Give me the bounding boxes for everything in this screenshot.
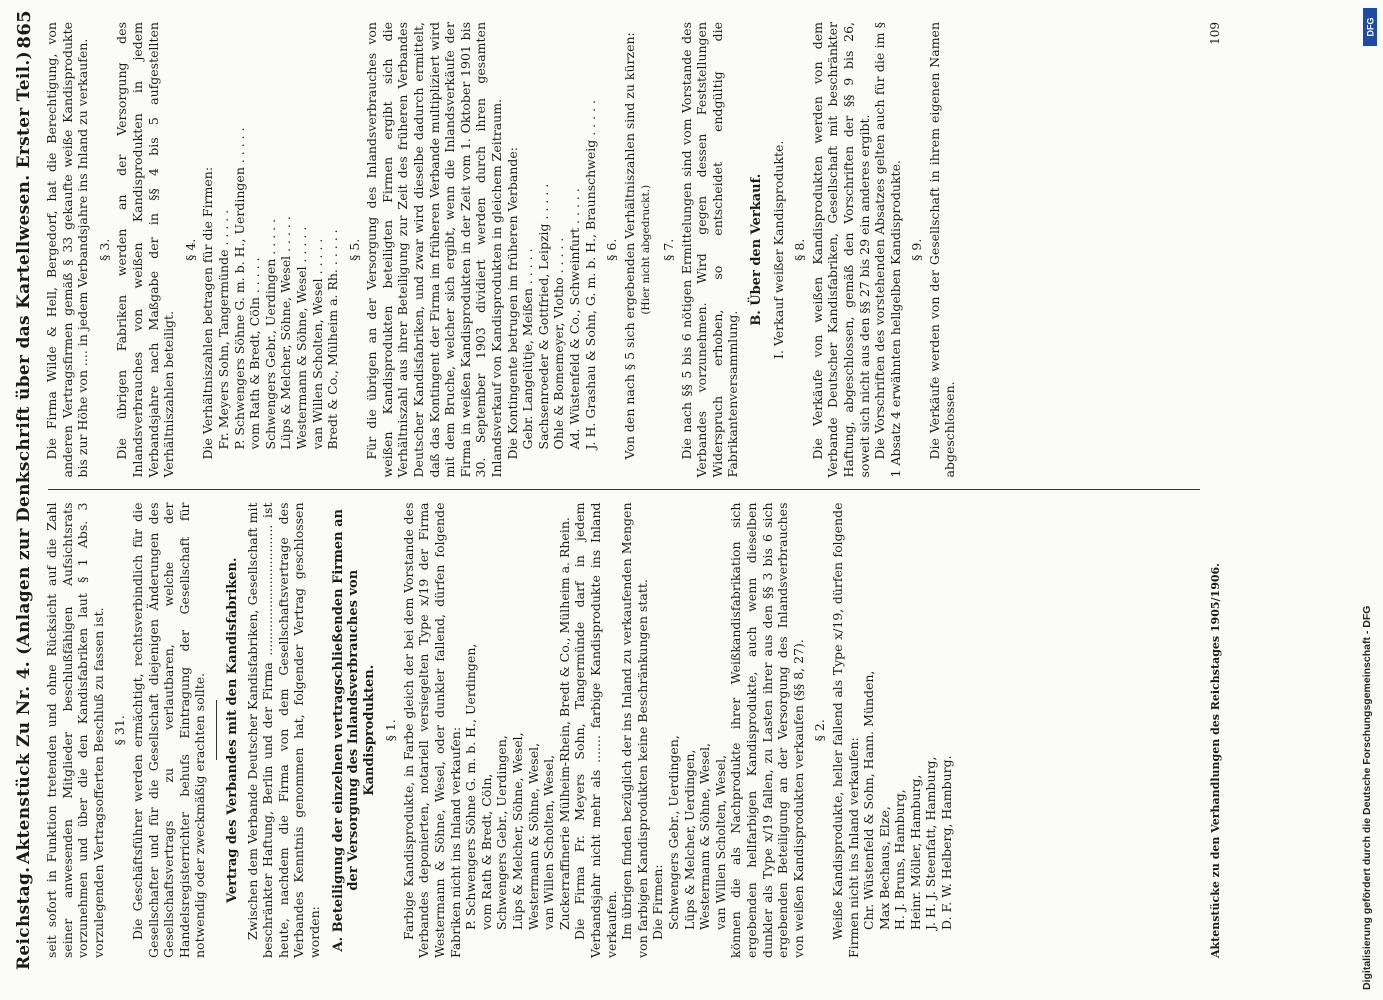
section-heading: § 8. (792, 238, 808, 261)
paragraph: Farbige Kandisprodukte, in Farbe gleich der bei dem Vorstande des Verbandes deponierten, notariell versiegelten Type x/19 der Firma Westermann & Söhne, Wesel, oder dunkler fallend, dürfen folgende Fabriken nicht ins Inland verkaufen: (400, 502, 463, 958)
list-item: Zuckerraffinerie Mülheim-Rhein, Bredt & Co., Mülheim a. Rhein. (556, 517, 572, 930)
page-footer (1208, 10, 1222, 970)
header-title: Aktenstück Zu Nr. 4. (Anlagen zur Denkschrift über das Kartellwesen. Erster Teil.) (14, 51, 34, 865)
section-heading: § 5. (346, 238, 362, 261)
paragraph: Die Firma Wilde & Hell, Bergedorf, hat die Berechtigung, von anderen Vertragsfirmen gemäß § 33 gekaufte weiße Kandisprodukte bis zur Höhe von .... in jedem Verbandsjahre ins Inland zu verkaufen. (44, 22, 91, 478)
list-item: Bredt & Co., Mülheim a. Rh. . . . . . (325, 229, 341, 450)
dfg-logo-label: DFG (1365, 17, 1375, 37)
digitization-credit-text: Digitalisierung gefördert durch die Deutsche Forschungsgemeinschaft - DFG (1361, 605, 1373, 990)
list-item: Lüps & Melcher, Söhne, Wesel, (510, 732, 526, 930)
paragraph: Die Geschäftsführer werden ermächtigt, rechtsverbindlich für die Gesellschafter und für die Gesellschaft diejenigen Änderungen des Gesellschaftsvertrags zu verlautbaren, welche der Handelsregisterrichter behufs Eintragung der Gesellschaft für notwendig oder zweckmäßig erachten sollte. (129, 502, 208, 958)
paragraph: Zwischen dem Verbande Deutscher Kandisfabriken, Gesellschaft mit beschränkter Haftung, Berlin und der Firma ................................. ist heute, nachdem die Firma von dem Gesellschaftsvertrage des Verbandes Kenntnis genommen hat, folgender Vertrag geschlossen worden: (244, 502, 322, 958)
footer-page-number: 109 (1208, 22, 1222, 45)
subsection-heading: I. Verkauf weißer Kandisprodukte. (770, 140, 786, 359)
section-a-heading: A. Beteiligung der einzelnen vertragschließenden Firmen an der Versorgung des Inlandsverbrauches von Kandisprodukten. (330, 509, 377, 952)
column-right (44, 10, 1204, 490)
paragraph: Die übrigen Fabriken werden an der Versorgung des Inlandsverbrauches von weißen Kandisprodukten in jedem Verbandsjahre nach Maßgabe der in §§ 4 bis 5 aufgestellten Verhältniszahlen beteiligt. (114, 22, 177, 478)
paragraph: Die Firma Fr. Meyers Sohn, Tangermünde darf in jedem Verbandsjahr nicht mehr als ....... farbige Kandisprodukte ins Inland verkaufen. (572, 502, 619, 958)
list-item: J. H. J. Steenfatt, Hamburg, (923, 756, 939, 930)
section-b-heading: B. Über den Verkauf. (748, 173, 764, 326)
text-columns (44, 10, 1204, 970)
paragraph: Die Kontingente betrugen im früheren Verbande: (504, 147, 520, 460)
list-item: Gebr. Langelütje, Meißen . . . . . (520, 248, 536, 450)
list-item: P. Schwengers Söhne G. m. b. H., Uerdingen . . . . . (231, 127, 247, 450)
section-heading: § 7. (660, 238, 676, 261)
paragraph: Weiße Kandisprodukte, heller fallend als Type x/19, dürfen folgende Firmen nicht ins Inland verkaufen: (829, 502, 861, 958)
list-item: Ohle & Bomemeyer, Vlotho . . . . . (551, 237, 567, 450)
list-item: Westermann & Söhne, Wesel . . . . . (293, 226, 309, 450)
list-item: Lüps & Melcher, Söhne, Wesel . . . . . (278, 216, 294, 450)
divider-line (216, 700, 217, 760)
list-item: van Willen Scholten, Wesel, (541, 754, 557, 930)
list-item: Lüps & Melcher, Uerdingen, (681, 749, 697, 930)
paragraph: Die nach §§ 5 bis 6 nötigen Ermittelungen sind vom Vorstande des Verbandes vorzunehmen. Wird gegen dessen Feststellungen Widerspruch erhoben, so entscheidet endgültig die Fabrikantenversammlung. (678, 22, 741, 478)
list-item: Chr. Wüstenfeld & Sohn, Hann. Münden, (861, 670, 877, 930)
firm-list (666, 503, 728, 931)
section-heading: § 6. (604, 238, 620, 261)
list-item: vom Rath & Bredt, Cöln . . . . . (247, 257, 263, 450)
list-item: Westermann & Söhne, Wesel, (697, 742, 713, 930)
list-item: P. Schwengers Söhne G. m. b. H., Uerdingen, (463, 643, 479, 930)
header-left: Reichstag. (14, 866, 34, 970)
list-item: vom Rath & Bredt, Cöln, (478, 773, 494, 930)
firm-list (216, 22, 341, 450)
page-number: 865 (13, 10, 35, 49)
list-item: Westermann & Söhne, Wesel, (525, 742, 541, 930)
list-item: H. J. Bruns, Hamburg, (892, 789, 908, 930)
firm-list (463, 503, 572, 931)
section-heading: § 9. (909, 238, 925, 261)
paragraph: Die Verkäufe von weißen Kandisprodukten werden von dem Verbande Deutscher Kandisfabriken, Gesellschaft mit beschränkter Haftung, abgeschlossen, gemäß den Vorschriften der §§ 9 bis 26, soweit sich nicht aus den §§ 27 bis 29 ein anderes ergibt. (809, 22, 872, 478)
paragraph: Die Verkäufe werden von der Gesellschaft in ihrem eigenen Namen abgeschlossen. (926, 22, 958, 478)
section-heading: § 1. (383, 719, 399, 742)
list-item: Schwengers Gebr., Uerdingen, (494, 735, 510, 930)
list-item: D. F. W. Helberg, Hamburg. (939, 755, 955, 930)
section-heading: § 31. (112, 715, 128, 746)
list-item: J. H. Grashau & Sohn, G. m. b. H., Braunschweig . . . . . (582, 100, 598, 450)
firm-list (520, 22, 598, 450)
paragraph: Im übrigen finden bezüglich der ins Inland zu verkaufenden Mengen von farbigen Kandisprodukten keine Beschränkungen statt. (619, 502, 650, 958)
paragraph: Die Firmen: (650, 864, 666, 940)
list-item: Max Bechaus, Elze, (876, 806, 892, 930)
list-item: van Willen Scholten, Wesel, (712, 754, 728, 930)
column-divider (48, 490, 1200, 491)
list-item: Heinr. Möller, Hamburg, (907, 774, 923, 930)
section-heading: § 3. (96, 238, 112, 261)
firm-list (861, 503, 955, 931)
list-item: Schwengers Gebr., Uerdingen, (665, 735, 681, 930)
paragraph: Die Verhältniszahlen betragen für die Firmen: (200, 166, 216, 460)
list-item: Sachsenroeder & Gottfried, Leipzig . . . . . (535, 183, 551, 450)
paragraph: seit sofort in Funktion tretenden und ohne Rücksicht auf die Zahl seiner anwesenden Mitglieder beschlußfähigen Aufsichtsrats vorzunehmen und über die den Kandisfabriken laut § 1 Abs. 3 vorzulegenden Vertragsofferten Beschluß zu fassen ist. (44, 502, 106, 958)
paragraph: Von den nach § 5 sich ergebenden Verhältniszahlen sind zu kürzen: (621, 32, 637, 460)
list-item: Fr. Meyers Sohn, Tangermünde . . . . . (215, 209, 231, 450)
paragraph: können die als Nachprodukte ihrer Weißkandisfabrikation sich ergebenden hellfarbigen Kandisprodukte, auch wenn dieselben dunkler als Type x/19 fallen, zu Lasten ihrer aus den §§ 3 bis 6 sich ergebenden Beteiligung an der Versorgung des Inlandsverbrauches von weißen Kandisprodukten verkaufen (§§ 8, 27). (728, 502, 806, 958)
omitted-note: (Hier nicht abgedruckt.) (640, 184, 653, 315)
page-header (10, 10, 38, 970)
list-item: Schwengers Gebr., Uerdingen . . . . . (262, 218, 278, 450)
column-left (44, 491, 1204, 971)
paragraph: Für die übrigen an der Versorgung des Inlandsverbrauches von weißen Kandisprodukten beteiligten Firmen ergibt sich die Verhältniszahl aus ihrer Beteiligung zur Zeit des früheren Verbandes Deutscher Kandisfabriken, und zwar wird dieselbe dadurch ermittelt, daß das Kontingent der Firma im früheren Verbande multipliziert wird mit dem Bruche, welcher sich ergibt, wenn die Inlandsverkäufe der Firma in weißen Kandisprodukten in der Zeit vom 1. Oktober 1901 bis 30. September 1903 dividiert werden durch ihren gesamten Inlandsverkauf von Kandisprodukten in gleichem Zeitraum. (364, 22, 505, 478)
list-item: van Willen Scholten, Wesel . . . . . (309, 238, 325, 450)
list-item: Ad. Wüstenfeld & Co., Schweinfurt . . . . . (567, 188, 582, 450)
footer-source: Aktenstücke zu den Verhandlungen des Reichstages 1905/1906. (1208, 563, 1222, 958)
section-heading: § 2. (812, 719, 828, 742)
section-heading: § 4. (182, 238, 198, 261)
digitization-credit (1359, 10, 1379, 990)
contract-heading: Vertrag des Verbandes mit den Kandisfabriken. (224, 557, 240, 904)
paragraph: Die Vorschriften des vorstehenden Absatzes gelten auch für die im § 1 Absatz 4 erwähnten hellgelben Kandisprodukte. (872, 22, 903, 478)
rotated-page-content (10, 10, 1250, 970)
